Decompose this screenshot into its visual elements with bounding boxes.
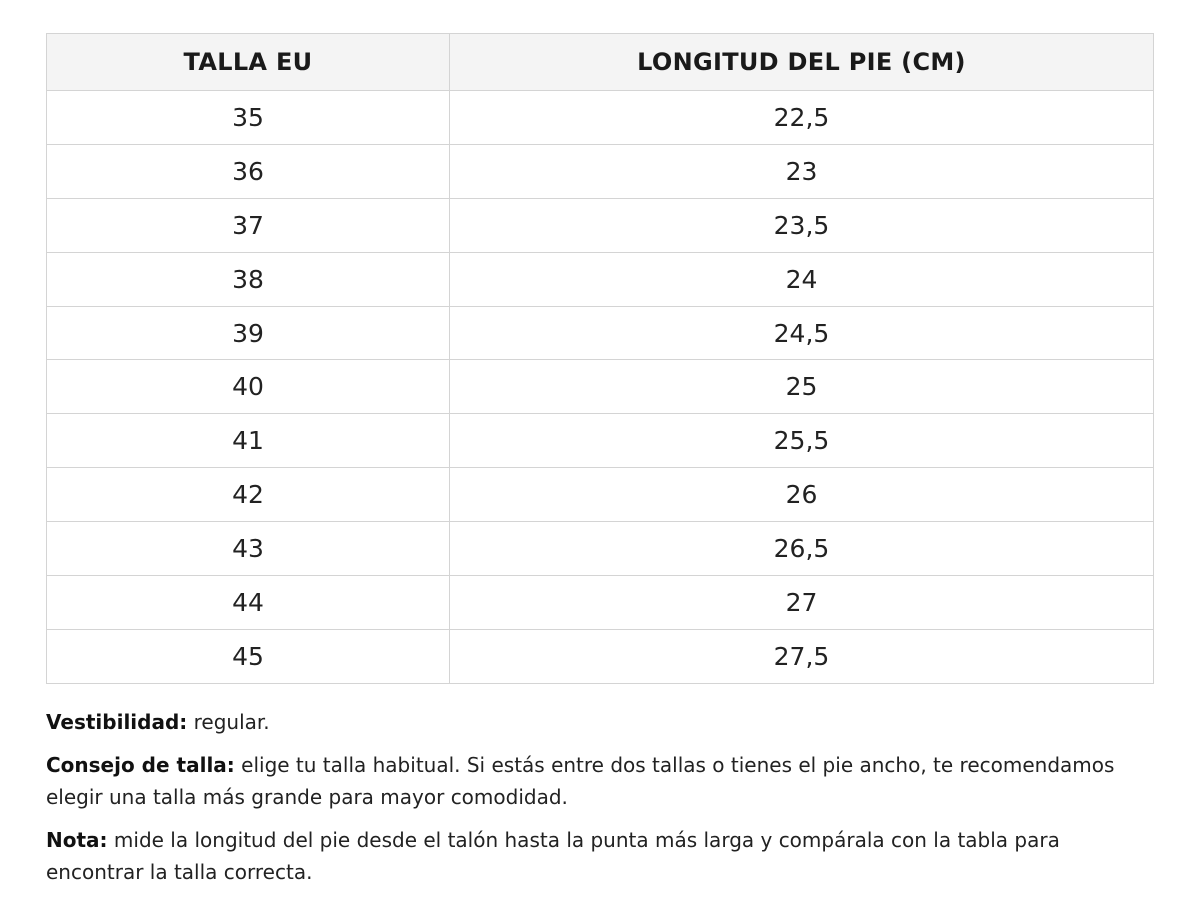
cell-eu-size: 40 [47, 360, 450, 414]
size-table [46, 33, 1154, 684]
header-eu-size: TALLA EU [47, 34, 450, 91]
table-row [47, 360, 1154, 414]
fit-label: Vestibilidad: [46, 710, 188, 734]
cell-foot-length: 23 [450, 144, 1154, 198]
cell-foot-length: 24 [450, 252, 1154, 306]
fit-note [46, 706, 1156, 738]
cell-eu-size: 43 [47, 522, 450, 576]
cell-eu-size: 42 [47, 468, 450, 522]
table-row [47, 144, 1154, 198]
cell-foot-length: 23,5 [450, 198, 1154, 252]
table-row [47, 198, 1154, 252]
cell-eu-size: 39 [47, 306, 450, 360]
cell-foot-length: 26 [450, 468, 1154, 522]
cell-eu-size: 36 [47, 144, 450, 198]
cell-foot-length: 25 [450, 360, 1154, 414]
cell-eu-size: 44 [47, 576, 450, 630]
cell-eu-size: 45 [47, 629, 450, 683]
table-row [47, 252, 1154, 306]
advice-text: elige tu talla habitual. Si estás entre dos tallas o tienes el pie ancho, te recomendamos elegir una talla más grande para mayor comodidad. [46, 753, 1115, 809]
cell-foot-length: 24,5 [450, 306, 1154, 360]
measure-note [46, 824, 1156, 888]
table-row [47, 522, 1154, 576]
table-row [47, 91, 1154, 145]
advice-note [46, 749, 1156, 813]
header-foot-length: LONGITUD DEL PIE (CM) [450, 34, 1154, 91]
size-chart [46, 33, 1153, 684]
cell-foot-length: 27,5 [450, 629, 1154, 683]
advice-label: Consejo de talla: [46, 753, 235, 777]
table-header-row [47, 34, 1154, 91]
cell-foot-length: 27 [450, 576, 1154, 630]
fit-text: regular. [187, 710, 270, 734]
table-row [47, 468, 1154, 522]
note-text: mide la longitud del pie desde el talón hasta la punta más larga y compárala con la tabla para encontrar la talla correcta. [46, 828, 1060, 884]
size-notes [46, 706, 1156, 899]
cell-eu-size: 38 [47, 252, 450, 306]
note-label: Nota: [46, 828, 108, 852]
table-row [47, 576, 1154, 630]
cell-foot-length: 26,5 [450, 522, 1154, 576]
cell-eu-size: 35 [47, 91, 450, 145]
table-row [47, 629, 1154, 683]
table-row [47, 414, 1154, 468]
cell-eu-size: 37 [47, 198, 450, 252]
cell-foot-length: 22,5 [450, 91, 1154, 145]
cell-eu-size: 41 [47, 414, 450, 468]
cell-foot-length: 25,5 [450, 414, 1154, 468]
table-row [47, 306, 1154, 360]
